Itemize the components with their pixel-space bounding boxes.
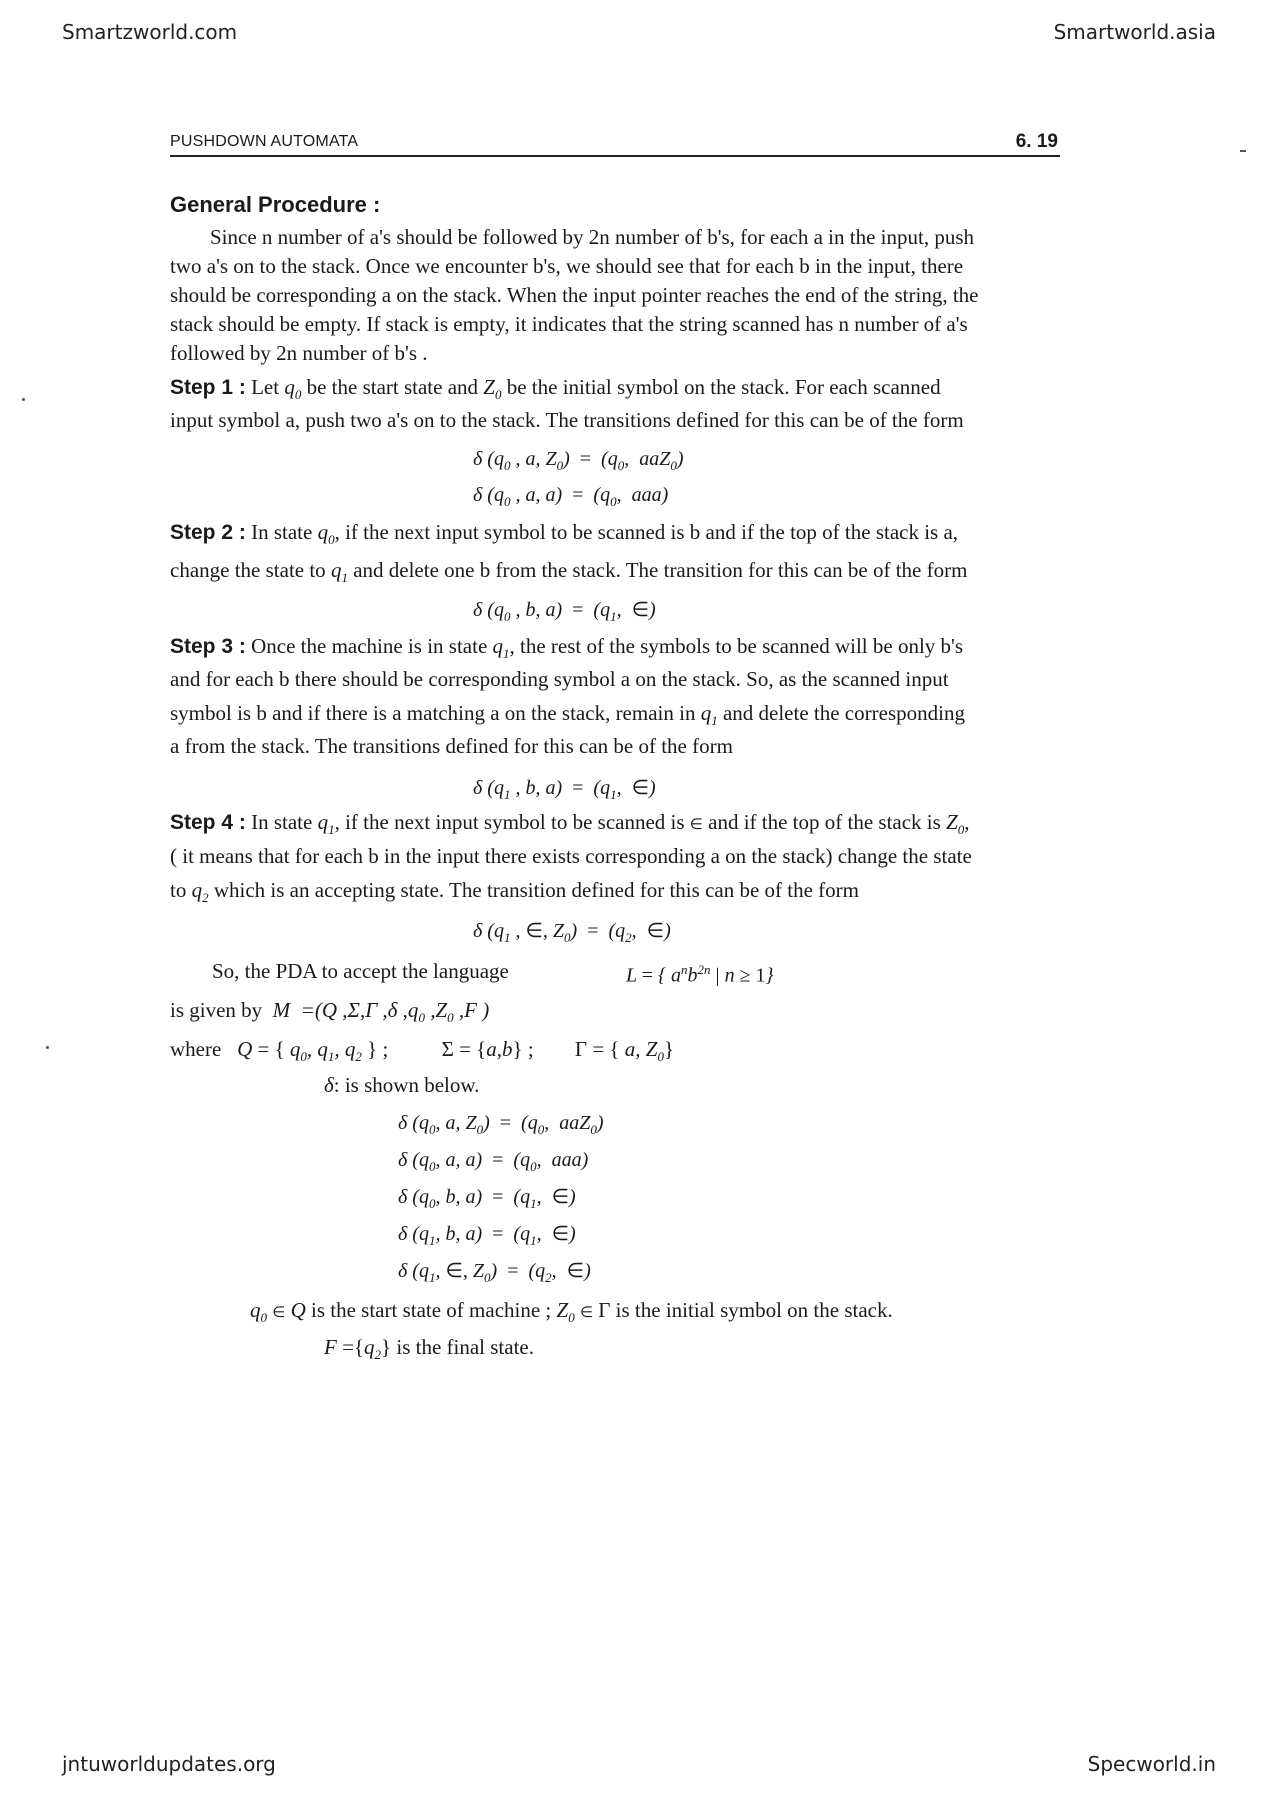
equation: δ ($q_0$ , a, $a) = (q_0$, aaa) bbox=[473, 484, 669, 509]
text: symbol is b and if there is a matching a on the stack, remain in bbox=[170, 701, 696, 725]
summary-line2: is given by M =(Q ,Σ,Γ ,δ $,q_0$ $,Z_0$ ,F ) bbox=[170, 998, 490, 1026]
step2-line1: Step 2 : In state $q_0$, if the next input symbol to be scanned is b and if the top of the stack is a, bbox=[170, 520, 959, 548]
text: be the initial symbol on the stack. For each scanned bbox=[506, 375, 941, 399]
step1-label: Step 1 : bbox=[170, 376, 246, 399]
text: is the final state. bbox=[396, 1335, 534, 1359]
chapter-title: PUSHDOWN AUTOMATA bbox=[170, 133, 359, 150]
step3-line2: and for each b there should be corresponding symbol a on the stack. So, as the scanned input bbox=[170, 667, 949, 691]
watermark-top-right: Smartworld.asia bbox=[1053, 20, 1216, 44]
text: In state bbox=[251, 520, 313, 544]
step2-line2: change the state to $q_1$ and delete one b from the stack. The transition for this can be of the form bbox=[170, 558, 968, 586]
watermark-bottom-right: Specworld.in bbox=[1087, 1752, 1216, 1776]
procedure-line: followed by 2n number of b's . bbox=[170, 341, 428, 365]
equation: δ ($q_0$ , a, $Z_0) = (q_0$, aaZ$_0$) bbox=[473, 448, 684, 473]
text: be the start state and bbox=[306, 375, 479, 399]
step3-line3: symbol is b and if there is a matching a on the stack, remain in $q_1$ and delete the corresponding bbox=[170, 701, 965, 729]
step3-label: Step 3 : bbox=[170, 635, 246, 658]
step4-label: Step 4 : bbox=[170, 811, 246, 834]
procedure-line: should be corresponding a on the stack. When the input pointer reaches the end of the string, the bbox=[170, 283, 979, 307]
text: is the initial symbol on the stack. bbox=[615, 1298, 893, 1322]
step4-line2: ( it means that for each b in the input there exists corresponding a on the stack) change the state bbox=[170, 844, 972, 868]
running-head bbox=[170, 133, 1060, 157]
text: , if the next input symbol to be scanned is b and if the top of the stack is a, bbox=[334, 520, 959, 544]
scan-speck bbox=[46, 1046, 49, 1049]
procedure-line: stack should be empty. If stack is empty, it indicates that the string scanned has n number of a's bbox=[170, 312, 968, 336]
delta-row: δ ($q_1$, b, $a) = (q_1$, ∈) bbox=[398, 1223, 576, 1248]
text: , the rest of the symbols to be scanned will be only b's bbox=[509, 634, 963, 658]
equation: δ ($q_0$ , b, $a) = (q_1$, ∈) bbox=[473, 599, 656, 624]
delta-row: δ ($q_0$, a, $a) = (q_0$, aaa) bbox=[398, 1149, 589, 1174]
delta-label-line: δ: is shown below. bbox=[324, 1073, 480, 1097]
equation: δ ($q_1$ , b, $a) = (q_1$, ∈) bbox=[473, 777, 656, 802]
text: is given by bbox=[170, 998, 263, 1022]
step2-label: Step 2 : bbox=[170, 521, 246, 544]
equation: δ ($q_1$ , ∈, $Z_0) = (q_2$, ∈) bbox=[473, 920, 671, 945]
text: change the state to bbox=[170, 558, 326, 582]
section-heading: General Procedure : bbox=[170, 192, 381, 217]
text: where bbox=[170, 1037, 222, 1061]
text: Let bbox=[251, 375, 280, 399]
text: , if the next input symbol to be scanned is bbox=[334, 810, 685, 834]
procedure-line: Since n number of a's should be followed by 2n number of b's, for each a in the input, push bbox=[210, 225, 974, 249]
delta-row: δ ($q_0$, a, $Z_0) = (q_0$, aaZ$_0$) bbox=[398, 1112, 604, 1137]
scan-speck bbox=[22, 398, 25, 401]
text: is the start state of machine ; bbox=[311, 1298, 552, 1322]
summary-where: where Q = { $q_0$, $q_1$, $q_2$ } ; Σ = {a,b} ; Γ = { a, $Z_0$} bbox=[170, 1037, 675, 1065]
step3-line4: a from the stack. The transitions defined for this can be of the form bbox=[170, 734, 733, 758]
scan-speck bbox=[1240, 150, 1246, 152]
delta-row: δ ($q_1$, ∈, $Z_0) = (q_2$, ∈) bbox=[398, 1260, 591, 1285]
text: which is an accepting state. The transition defined for this can be of the form bbox=[213, 878, 859, 902]
text: Once the machine is in state bbox=[251, 634, 488, 658]
watermark-bottom-left: jntuworldupdates.org bbox=[62, 1752, 276, 1776]
text: In state bbox=[251, 810, 313, 834]
watermark-top-left: Smartzworld.com bbox=[62, 20, 238, 44]
language-definition: L = { $a^nb^{2n}$ | n ≥ 1} bbox=[626, 962, 774, 987]
step3-line1: Step 3 : Once the machine is in state $q_1$, the rest of the symbols to be scanned will be only b's bbox=[170, 634, 963, 662]
step4-line1: Step 4 : In state $q_1$, if the next input symbol to be scanned is ∈ and if the top of the stack is $Z_0$, bbox=[170, 810, 970, 838]
step4-line3: to $q_2$ which is an accepting state. The transition defined for this can be of the form bbox=[170, 878, 859, 906]
page-number: 6. 19 bbox=[1015, 131, 1058, 152]
text: and if the top of the stack is bbox=[708, 810, 941, 834]
summary-line1: So, the PDA to accept the language bbox=[212, 959, 509, 983]
step1-line1: Step 1 : Let $q_0$ be the start state and $Z_0$ be the initial symbol on the stack. For each scanned bbox=[170, 375, 941, 403]
text: to bbox=[170, 878, 187, 902]
procedure-line: two a's on to the stack. Once we encounter b's, we should see that for each b in the input, there bbox=[170, 254, 964, 278]
final-state-line: $F =\{q_2\}$ is the final state. bbox=[324, 1335, 534, 1363]
text: : is shown below. bbox=[333, 1073, 480, 1097]
delta-row: δ ($q_0$, b, $a) = (q_1$, ∈) bbox=[398, 1186, 576, 1211]
text: and delete one b from the stack. The transition for this can be of the form bbox=[353, 558, 968, 582]
text: and delete the corresponding bbox=[722, 701, 965, 725]
start-state-line: $q_0$ ∈ Q is the start state of machine ; $Z_0$ ∈ Γ is the initial symbol on the stack. bbox=[250, 1298, 893, 1326]
step1-line2: input symbol a, push two a's on to the stack. The transitions defined for this can be of the form bbox=[170, 408, 964, 432]
